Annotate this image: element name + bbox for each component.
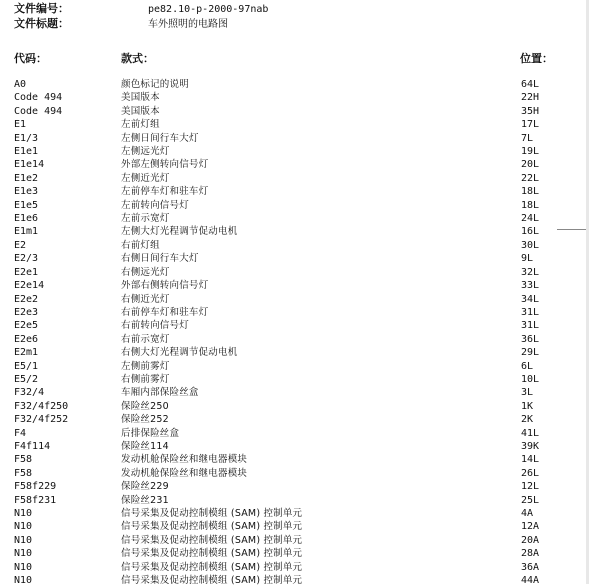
cell-description: 美国版本	[121, 105, 160, 117]
table-row	[0, 212, 589, 225]
cell-description: 右侧大灯光程调节促动电机	[121, 347, 238, 359]
cell-code: N10	[14, 508, 33, 519]
cell-position: 1K	[521, 400, 534, 412]
cell-description: 左侧前雾灯	[121, 360, 170, 372]
cell-position: 2K	[521, 414, 534, 426]
cell-code: Code 494	[14, 105, 63, 117]
cell-code: N10	[14, 575, 33, 587]
cell-position: 19L	[521, 146, 540, 158]
table-row	[0, 480, 589, 493]
cell-code: Code 494	[14, 92, 63, 104]
cell-position: 22H	[521, 92, 540, 104]
cell-code: E2m1	[14, 347, 39, 359]
cell-description: 发动机舱保险丝和继电器模块	[121, 467, 248, 479]
table-row	[0, 145, 589, 158]
doc-number-label: 文件编号：	[14, 2, 69, 15]
component-table	[0, 78, 589, 587]
cell-description: 保险丝114	[121, 440, 169, 452]
cell-position: 32L	[521, 266, 540, 278]
table-row	[0, 158, 589, 171]
cell-code: E2e1	[14, 266, 39, 278]
cell-description: 信号采集及促动控制模组 (SAM) 控制单元	[121, 548, 303, 560]
table-row	[0, 172, 589, 185]
cell-code: E5/2	[14, 373, 39, 385]
cell-code: E2	[14, 239, 27, 251]
cell-description: 左侧远光灯	[121, 146, 170, 158]
cell-position: 36A	[521, 561, 540, 573]
table-row	[0, 239, 589, 252]
cell-position: 18L	[521, 199, 540, 211]
cell-description: 右前转向信号灯	[121, 320, 189, 332]
cell-position: 41L	[521, 427, 540, 439]
table-row	[0, 534, 589, 547]
cell-position: 20L	[521, 159, 540, 171]
cell-code: F58f231	[14, 494, 57, 506]
cell-code: N10	[14, 521, 33, 533]
cell-description: 车厢内部保险丝盒	[121, 387, 199, 399]
cell-position: 6L	[521, 360, 534, 372]
table-row	[0, 279, 589, 292]
cell-description: 右侧前雾灯	[121, 373, 170, 385]
cell-position: 10L	[521, 373, 540, 385]
cell-position: 64L	[521, 79, 540, 90]
cell-description: 信号采集及促动控制模组 (SAM) 控制单元	[121, 575, 303, 587]
table-row	[0, 373, 589, 386]
cell-description: 信号采集及促动控制模组 (SAM) 控制单元	[121, 534, 303, 546]
cell-code: E1e2	[14, 172, 39, 184]
table-row	[0, 132, 589, 145]
cell-code: E2e5	[14, 320, 39, 332]
table-row	[0, 574, 589, 587]
table-row	[0, 225, 589, 238]
cell-position: 31L	[521, 320, 540, 332]
cell-code: E5/1	[14, 360, 39, 372]
table-row	[0, 440, 589, 453]
cell-code: E1e1	[14, 146, 39, 158]
table-row	[0, 386, 589, 399]
cell-position: 36L	[521, 333, 540, 345]
cell-description: 右侧远光灯	[121, 266, 170, 278]
table-row	[0, 494, 589, 507]
cell-description: 保险丝229	[121, 481, 169, 493]
cell-position: 22L	[521, 172, 540, 184]
cell-code: E2e2	[14, 293, 39, 305]
cell-description: 右前停车灯和驻车灯	[121, 306, 209, 318]
cell-code: F4f114	[14, 440, 51, 452]
doc-title-value: 车外照明的电路图	[148, 19, 228, 30]
cell-code: E2/3	[14, 253, 39, 265]
table-row	[0, 346, 589, 359]
cell-position: 34L	[521, 293, 540, 305]
table-row	[0, 78, 589, 91]
cell-description: 左前灯组	[121, 119, 160, 131]
cell-position: 18L	[521, 186, 540, 198]
table-row	[0, 105, 589, 118]
cell-position: 30L	[521, 239, 540, 251]
cell-description: 左侧大灯光程调节促动电机	[121, 226, 238, 238]
cell-code: E2e3	[14, 306, 39, 318]
cell-position: 9L	[521, 253, 534, 265]
cell-code: F58	[14, 454, 33, 466]
cell-position: 12L	[521, 481, 540, 493]
table-row	[0, 333, 589, 346]
cell-description: 保险丝231	[121, 494, 169, 506]
cell-position: 4A	[521, 508, 534, 519]
table-row	[0, 467, 589, 480]
table-row	[0, 266, 589, 279]
cell-description: 左前示宽灯	[121, 213, 170, 225]
cell-position: 20A	[521, 534, 540, 546]
table-row	[0, 520, 589, 533]
cell-code: A0	[14, 79, 27, 90]
cell-code: F58f229	[14, 481, 57, 493]
doc-number-value: pe82.10-p-2000-97nab	[148, 4, 269, 15]
table-row	[0, 561, 589, 574]
table-row	[0, 413, 589, 426]
cell-description: 右侧日间行车大灯	[121, 253, 199, 265]
cell-position: 44A	[521, 575, 540, 587]
cell-description: 保险丝252	[121, 414, 169, 426]
cell-code: E1e6	[14, 213, 39, 225]
table-row	[0, 400, 589, 413]
cell-code: N10	[14, 561, 33, 573]
cell-description: 颜色标记的说明	[121, 79, 189, 90]
doc-title-label: 文件标题：	[14, 17, 69, 30]
cell-code: E2e6	[14, 333, 39, 345]
cell-code: F32/4f252	[14, 414, 69, 426]
cell-description: 左前转向信号灯	[121, 199, 189, 211]
cell-code: E1e3	[14, 186, 39, 198]
table-row	[0, 453, 589, 466]
cell-code: F32/4	[14, 387, 45, 399]
header-description: 款式：	[121, 52, 154, 65]
cell-description: 信号采集及促动控制模组 (SAM) 控制单元	[121, 508, 303, 519]
table-row	[0, 547, 589, 560]
cell-position: 12A	[521, 521, 540, 533]
table-row	[0, 199, 589, 212]
cell-position: 29L	[521, 347, 540, 359]
cell-position: 25L	[521, 494, 540, 506]
cell-description: 外部右侧转向信号灯	[121, 280, 209, 292]
table-row	[0, 306, 589, 319]
margin-marker	[557, 229, 587, 230]
cell-code: E1	[14, 119, 27, 131]
cell-position: 7L	[521, 132, 534, 144]
cell-description: 保险丝250	[121, 400, 169, 412]
cell-description: 信号采集及促动控制模组 (SAM) 控制单元	[121, 561, 303, 573]
cell-position: 17L	[521, 119, 540, 131]
table-row	[0, 427, 589, 440]
cell-position: 31L	[521, 306, 540, 318]
cell-position: 39K	[521, 440, 540, 452]
cell-position: 28A	[521, 548, 540, 560]
cell-description: 发动机舱保险丝和继电器模块	[121, 454, 248, 466]
cell-description: 左前停车灯和驻车灯	[121, 186, 209, 198]
cell-position: 3L	[521, 387, 534, 399]
table-row	[0, 252, 589, 265]
cell-position: 26L	[521, 467, 540, 479]
table-row	[0, 293, 589, 306]
cell-description: 右侧近光灯	[121, 293, 170, 305]
cell-position: 35H	[521, 105, 540, 117]
cell-code: F32/4f250	[14, 400, 69, 412]
cell-description: 外部左侧转向信号灯	[121, 159, 209, 171]
header-position: 位置：	[520, 52, 553, 65]
cell-position: 14L	[521, 454, 540, 466]
cell-code: N10	[14, 548, 33, 560]
cell-description: 右前示宽灯	[121, 333, 170, 345]
cell-position: 33L	[521, 280, 540, 292]
table-row	[0, 319, 589, 332]
cell-description: 后排保险丝盒	[121, 427, 180, 439]
cell-position: 16L	[521, 226, 540, 238]
cell-code: E1e5	[14, 199, 39, 211]
table-row	[0, 91, 589, 104]
header-code: 代码：	[14, 52, 47, 65]
table-row	[0, 118, 589, 131]
cell-code: E1/3	[14, 132, 39, 144]
table-row	[0, 507, 589, 520]
table-row	[0, 360, 589, 373]
cell-position: 24L	[521, 213, 540, 225]
cell-description: 左侧近光灯	[121, 172, 170, 184]
cell-description: 美国版本	[121, 92, 160, 104]
cell-code: N10	[14, 534, 33, 546]
cell-code: E2e14	[14, 280, 45, 292]
cell-description: 信号采集及促动控制模组 (SAM) 控制单元	[121, 521, 303, 533]
cell-code: E1e14	[14, 159, 45, 171]
cell-code: F4	[14, 427, 27, 439]
table-row	[0, 185, 589, 198]
cell-code: F58	[14, 467, 33, 479]
cell-code: E1m1	[14, 226, 39, 238]
cell-description: 右前灯组	[121, 239, 160, 251]
cell-description: 左侧日间行车大灯	[121, 132, 199, 144]
